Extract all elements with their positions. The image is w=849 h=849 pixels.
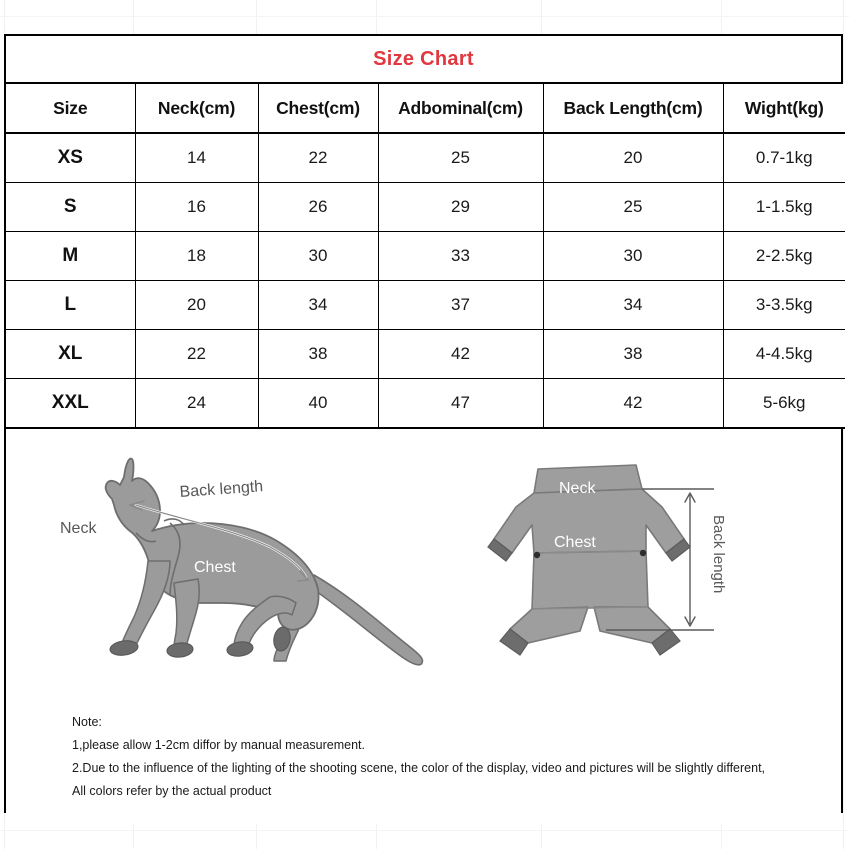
table-row bbox=[6, 133, 845, 183]
cell-neck: 14 bbox=[135, 133, 258, 183]
cell-size: XS bbox=[6, 133, 135, 183]
cell-abdominal: 47 bbox=[378, 379, 543, 429]
diagram-panel bbox=[6, 429, 841, 824]
note-line-3: All colors refer by the actual product bbox=[72, 784, 272, 798]
cell-neck: 18 bbox=[135, 232, 258, 281]
cell-back-length: 42 bbox=[543, 379, 723, 429]
title-row bbox=[6, 36, 841, 84]
column-header-neck: Neck(cm) bbox=[135, 84, 258, 133]
size-table bbox=[6, 84, 845, 429]
cell-size: M bbox=[6, 232, 135, 281]
column-header-weight: Wight(kg) bbox=[723, 84, 845, 133]
cell-chest: 34 bbox=[258, 281, 378, 330]
column-header-back-length: Back Length(cm) bbox=[543, 84, 723, 133]
table-row bbox=[6, 183, 845, 232]
cat-paw bbox=[226, 640, 254, 657]
cell-weight: 1-1.5kg bbox=[723, 183, 845, 232]
cell-back-length: 20 bbox=[543, 133, 723, 183]
cell-size: XL bbox=[6, 330, 135, 379]
cat-back-length-label: Back length bbox=[179, 478, 264, 501]
column-header-size: Size bbox=[6, 84, 135, 133]
garment-lower-body bbox=[532, 551, 648, 609]
cell-back-length: 30 bbox=[543, 232, 723, 281]
column-header-abdominal: Adbominal(cm) bbox=[378, 84, 543, 133]
cell-weight: 0.7-1kg bbox=[723, 133, 845, 183]
cell-abdominal: 37 bbox=[378, 281, 543, 330]
note-line-1: 1,please allow 1-2cm diffor by manual measurement. bbox=[72, 738, 365, 752]
garment-button bbox=[534, 552, 540, 558]
cell-neck: 16 bbox=[135, 183, 258, 232]
size-chart-sheet bbox=[4, 34, 843, 813]
cell-neck: 20 bbox=[135, 281, 258, 330]
cell-size: XXL bbox=[6, 379, 135, 429]
cell-chest: 40 bbox=[258, 379, 378, 429]
garment-chest-label: Chest bbox=[554, 534, 596, 551]
cat-paw bbox=[166, 642, 193, 659]
note-heading: Note: bbox=[72, 715, 102, 729]
cell-weight: 3-3.5kg bbox=[723, 281, 845, 330]
cell-back-length: 38 bbox=[543, 330, 723, 379]
page-title: Size Chart bbox=[373, 47, 474, 70]
table-row bbox=[6, 281, 845, 330]
garment-measurement-diagram bbox=[476, 447, 736, 677]
cell-chest: 30 bbox=[258, 232, 378, 281]
cat-neck-label: Neck bbox=[60, 520, 97, 537]
table-header-row bbox=[6, 84, 845, 133]
cell-chest: 38 bbox=[258, 330, 378, 379]
cat-silhouette bbox=[106, 459, 423, 665]
cell-back-length: 25 bbox=[543, 183, 723, 232]
cell-back-length: 34 bbox=[543, 281, 723, 330]
cell-chest: 22 bbox=[258, 133, 378, 183]
cell-weight: 2-2.5kg bbox=[723, 232, 845, 281]
note-block bbox=[72, 711, 832, 803]
cell-abdominal: 33 bbox=[378, 232, 543, 281]
cell-neck: 22 bbox=[135, 330, 258, 379]
cell-weight: 4-4.5kg bbox=[723, 330, 845, 379]
table-row bbox=[6, 330, 845, 379]
cat-measurement-diagram bbox=[52, 447, 432, 682]
cat-paw bbox=[109, 639, 139, 657]
cell-abdominal: 25 bbox=[378, 133, 543, 183]
cell-size: L bbox=[6, 281, 135, 330]
cell-weight: 5-6kg bbox=[723, 379, 845, 429]
garment-back-length-label: Back length bbox=[710, 515, 727, 594]
cat-chest-label: Chest bbox=[194, 559, 236, 576]
cell-abdominal: 29 bbox=[378, 183, 543, 232]
table-row bbox=[6, 379, 845, 429]
cell-chest: 26 bbox=[258, 183, 378, 232]
cell-neck: 24 bbox=[135, 379, 258, 429]
note-line-2: 2.Due to the influence of the lighting of the shooting scene, the color of the display, video and pictures will be slightly different, bbox=[72, 761, 766, 775]
column-header-chest: Chest(cm) bbox=[258, 84, 378, 133]
cell-abdominal: 42 bbox=[378, 330, 543, 379]
garment-button bbox=[640, 550, 646, 556]
cell-size: S bbox=[6, 183, 135, 232]
table-row bbox=[6, 232, 845, 281]
garment-neck-label: Neck bbox=[559, 480, 596, 497]
